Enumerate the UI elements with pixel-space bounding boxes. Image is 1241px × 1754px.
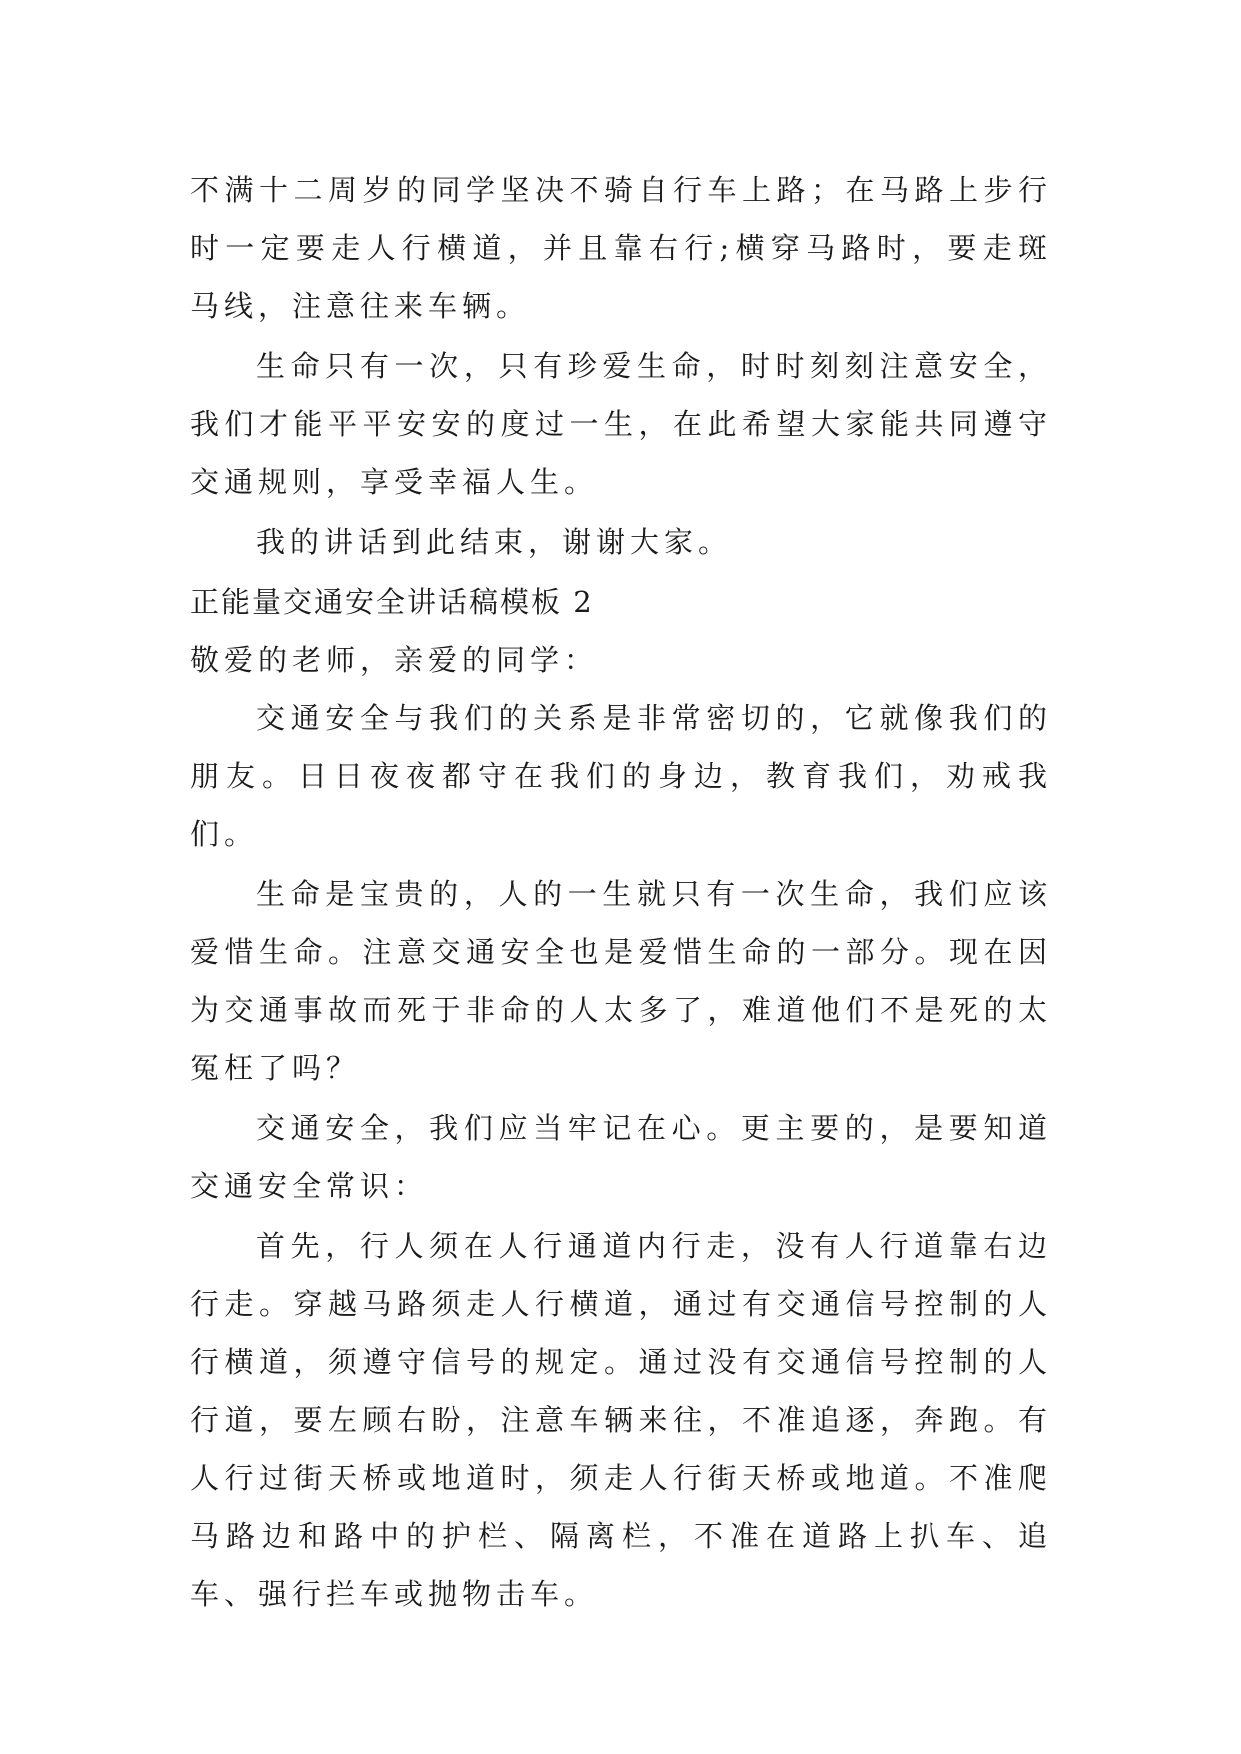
- paragraph-closing: 我的讲话到此结束，谢谢大家。: [256, 525, 733, 559]
- section-title: 正能量交通安全讲话稿模板 2: [190, 585, 594, 619]
- salutation: 敬爱的老师，亲爱的同学：: [190, 643, 599, 677]
- paragraph-pedestrian-rules: 首先，行人须在人行通道内行走，没有人行道靠右边行走。穿越马路须走人行横道，通过有交通信号控制的人行横道，须遵守信号的规定。通过没有交通信号控制的人行道，要左顾右盼，注意车辆来往，不准追逐，奔跑。有人行过街天桥或地道时，须走人行街天桥或地道。不准爬马路边和路中的护栏、隔离栏，不准在道路上扒车、追车、强行拦车或抛物击车。: [190, 1229, 1052, 1611]
- paragraph-cycling-rules: 不满十二周岁的同学坚决不骑自行车上路；在马路上步行时一定要走人行横道，并且靠右行;横穿马路时，要走斑马线，注意往来车辆。: [190, 173, 1052, 323]
- paragraph-friend: 交通安全与我们的关系是非常密切的，它就像我们的朋友。日日夜夜都守在我们的身边，教育我们，劝戒我们。: [190, 701, 1052, 851]
- document-body: [190, 161, 1052, 1625]
- paragraph-common-sense: 交通安全，我们应当牢记在心。更主要的，是要知道交通安全常识：: [190, 1111, 1052, 1203]
- paragraph-life-once: 生命只有一次，只有珍爱生命，时时刻刻注意安全，我们才能平平安安的度过一生，在此希望大家能共同遵守交通规则，享受幸福人生。: [190, 349, 1052, 499]
- paragraph-precious-life: 生命是宝贵的，人的一生就只有一次生命，我们应该爱惜生命。注意交通安全也是爱惜生命的一部分。现在因为交通事故而死于非命的人太多了，难道他们不是死的太冤枉了吗？: [190, 877, 1052, 1085]
